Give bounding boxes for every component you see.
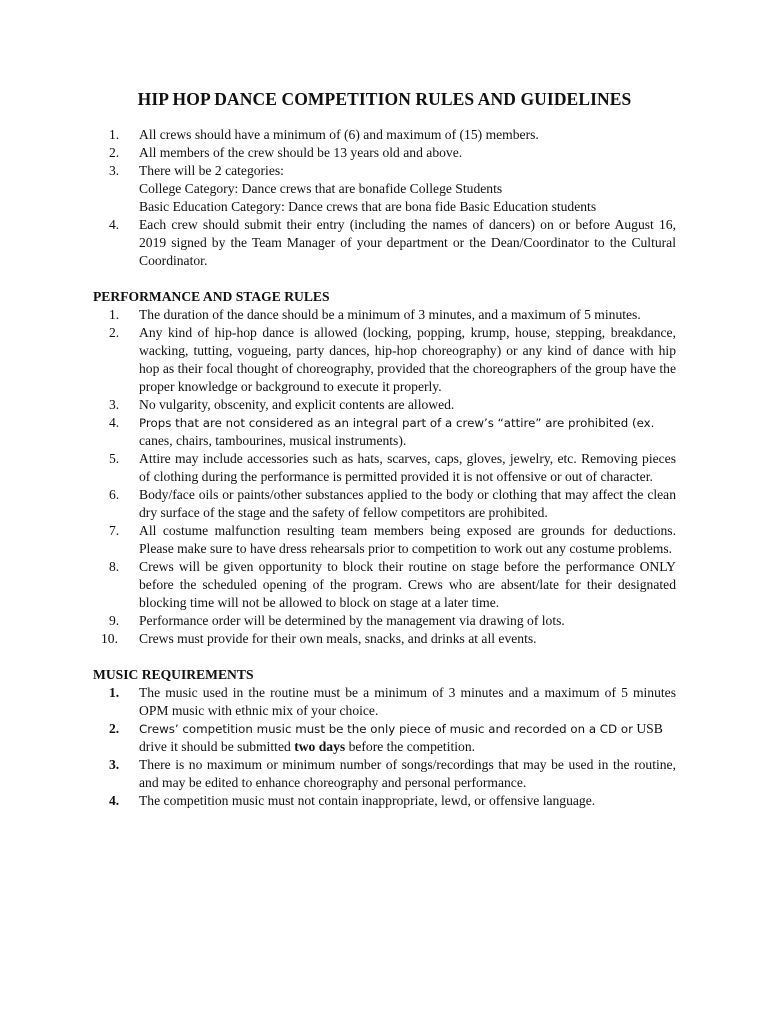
item-text: Each crew should submit their entry (including the names of dancers) on or before August 16, 2019 signed by the Team Manager of your department or the Dean/Coordinator to the Cultural Coordinator. (139, 217, 676, 268)
item-text: Performance order will be determined by the management via drawing of lots. (139, 613, 565, 628)
list-item (93, 162, 676, 216)
item-number: 4. (109, 217, 120, 232)
item-number: 9. (109, 613, 120, 628)
item-text-sans: Crews’ competition music must be the only piece of music and recorded on a CD or (139, 722, 633, 736)
item-number: 1. (109, 307, 120, 322)
item-text-sans: Props that are not considered as an integral part of a crew’s “attire” are prohibited (ex. (139, 416, 655, 430)
item-number: 7. (109, 523, 120, 538)
item-number: 2. (109, 325, 120, 340)
item-number: 4. (109, 793, 120, 808)
list-item (93, 126, 676, 144)
list-item (93, 612, 676, 630)
item-text: Body/face oils or paints/other substances applied to the body or clothing that may affect the clean dry surface of the stage and the safety of fellow competitors are prohibited. (139, 487, 676, 520)
item-number: 3. (109, 163, 120, 178)
item-text: USB drive it should be submitted (139, 721, 663, 754)
item-number: 2. (109, 145, 120, 160)
list-item (93, 414, 676, 450)
item-number: 8. (109, 559, 120, 574)
item-number: 5. (109, 451, 120, 466)
list-item (93, 486, 676, 522)
item-number: 3. (109, 397, 120, 412)
item-text: All crews should have a minimum of (6) and maximum of (15) members. (139, 127, 539, 142)
music-requirements-list (93, 684, 676, 810)
list-item (93, 522, 676, 558)
item-text: All members of the crew should be 13 years old and above. (139, 145, 463, 160)
list-item (93, 324, 676, 396)
category-basic-education: Basic Education Category: Dance crews that are bona fide Basic Education students (139, 199, 597, 214)
item-number: 10. (101, 631, 118, 646)
list-item (93, 558, 676, 612)
item-text: The music used in the routine must be a minimum of 3 minutes and a maximum of 5 minutes OPM music with ethnic mix of your choice. (139, 685, 676, 718)
list-item (93, 144, 676, 162)
list-item (93, 792, 676, 810)
item-text: The competition music must not contain inappropriate, lewd, or offensive language. (139, 793, 596, 808)
music-heading: MUSIC REQUIREMENTS (93, 667, 254, 682)
item-text: Crews must provide for their own meals, snacks, and drinks at all events. (139, 631, 537, 646)
item-text: Any kind of hip-hop dance is allowed (locking, popping, krump, house, stepping, breakdance, wacking, tutting, vogueing, party dances, hip-hop choreography) or any kind of dance with hip hop as their focal thought of choreography, provided that the choreographers of the group have the proper knowledge or background to execute it properly. (139, 325, 676, 394)
general-rules-list (93, 126, 676, 270)
item-text: There is no maximum or minimum number of songs/recordings that may be used in the routine, and may be edited to enhance choreography and personal performance. (139, 757, 676, 790)
category-college: College Category: Dance crews that are bonafide College Students (139, 181, 503, 196)
item-text: There will be 2 categories: (139, 163, 284, 178)
item-number: 1. (109, 127, 120, 142)
item-text: before the competition. (345, 739, 476, 754)
list-item (93, 450, 676, 486)
item-number: 1. (109, 685, 120, 700)
item-number: 3. (109, 757, 120, 772)
item-text: The duration of the dance should be a minimum of 3 minutes, and a maximum of 5 minutes. (139, 307, 641, 322)
item-text: No vulgarity, obscenity, and explicit contents are allowed. (139, 397, 455, 412)
item-text: Crews will be given opportunity to block their routine on stage before the performance ONLY before the scheduled opening of the program. Crews who are absent/late for their designated blocking time will not be allowed to block on stage at a later time. (139, 559, 676, 610)
list-item (93, 720, 676, 756)
list-item (93, 630, 676, 648)
document-title: HIP HOP DANCE COMPETITION RULES AND GUIDELINES (137, 89, 632, 109)
list-item (93, 684, 676, 720)
list-item (93, 756, 676, 792)
list-item (93, 306, 676, 324)
list-item (93, 216, 676, 270)
performance-heading: PERFORMANCE AND STAGE RULES (93, 289, 330, 304)
list-item (93, 396, 676, 414)
item-text: canes, chairs, tambourines, musical instruments). (139, 433, 407, 448)
item-text: All costume malfunction resulting team members being exposed are grounds for deductions. Please make sure to have dress rehearsals prior to competition to work out any costume problems. (139, 523, 676, 556)
item-text: Attire may include accessories such as hats, scarves, caps, gloves, jewelry, etc. Removing pieces of clothing during the performance is permitted provided it is not offensive or out of character. (139, 451, 676, 484)
performance-rules-list (93, 306, 676, 648)
item-number: 2. (109, 721, 120, 736)
item-text-bold: two days (294, 739, 346, 754)
item-number: 4. (109, 415, 120, 430)
item-number: 6. (109, 487, 120, 502)
